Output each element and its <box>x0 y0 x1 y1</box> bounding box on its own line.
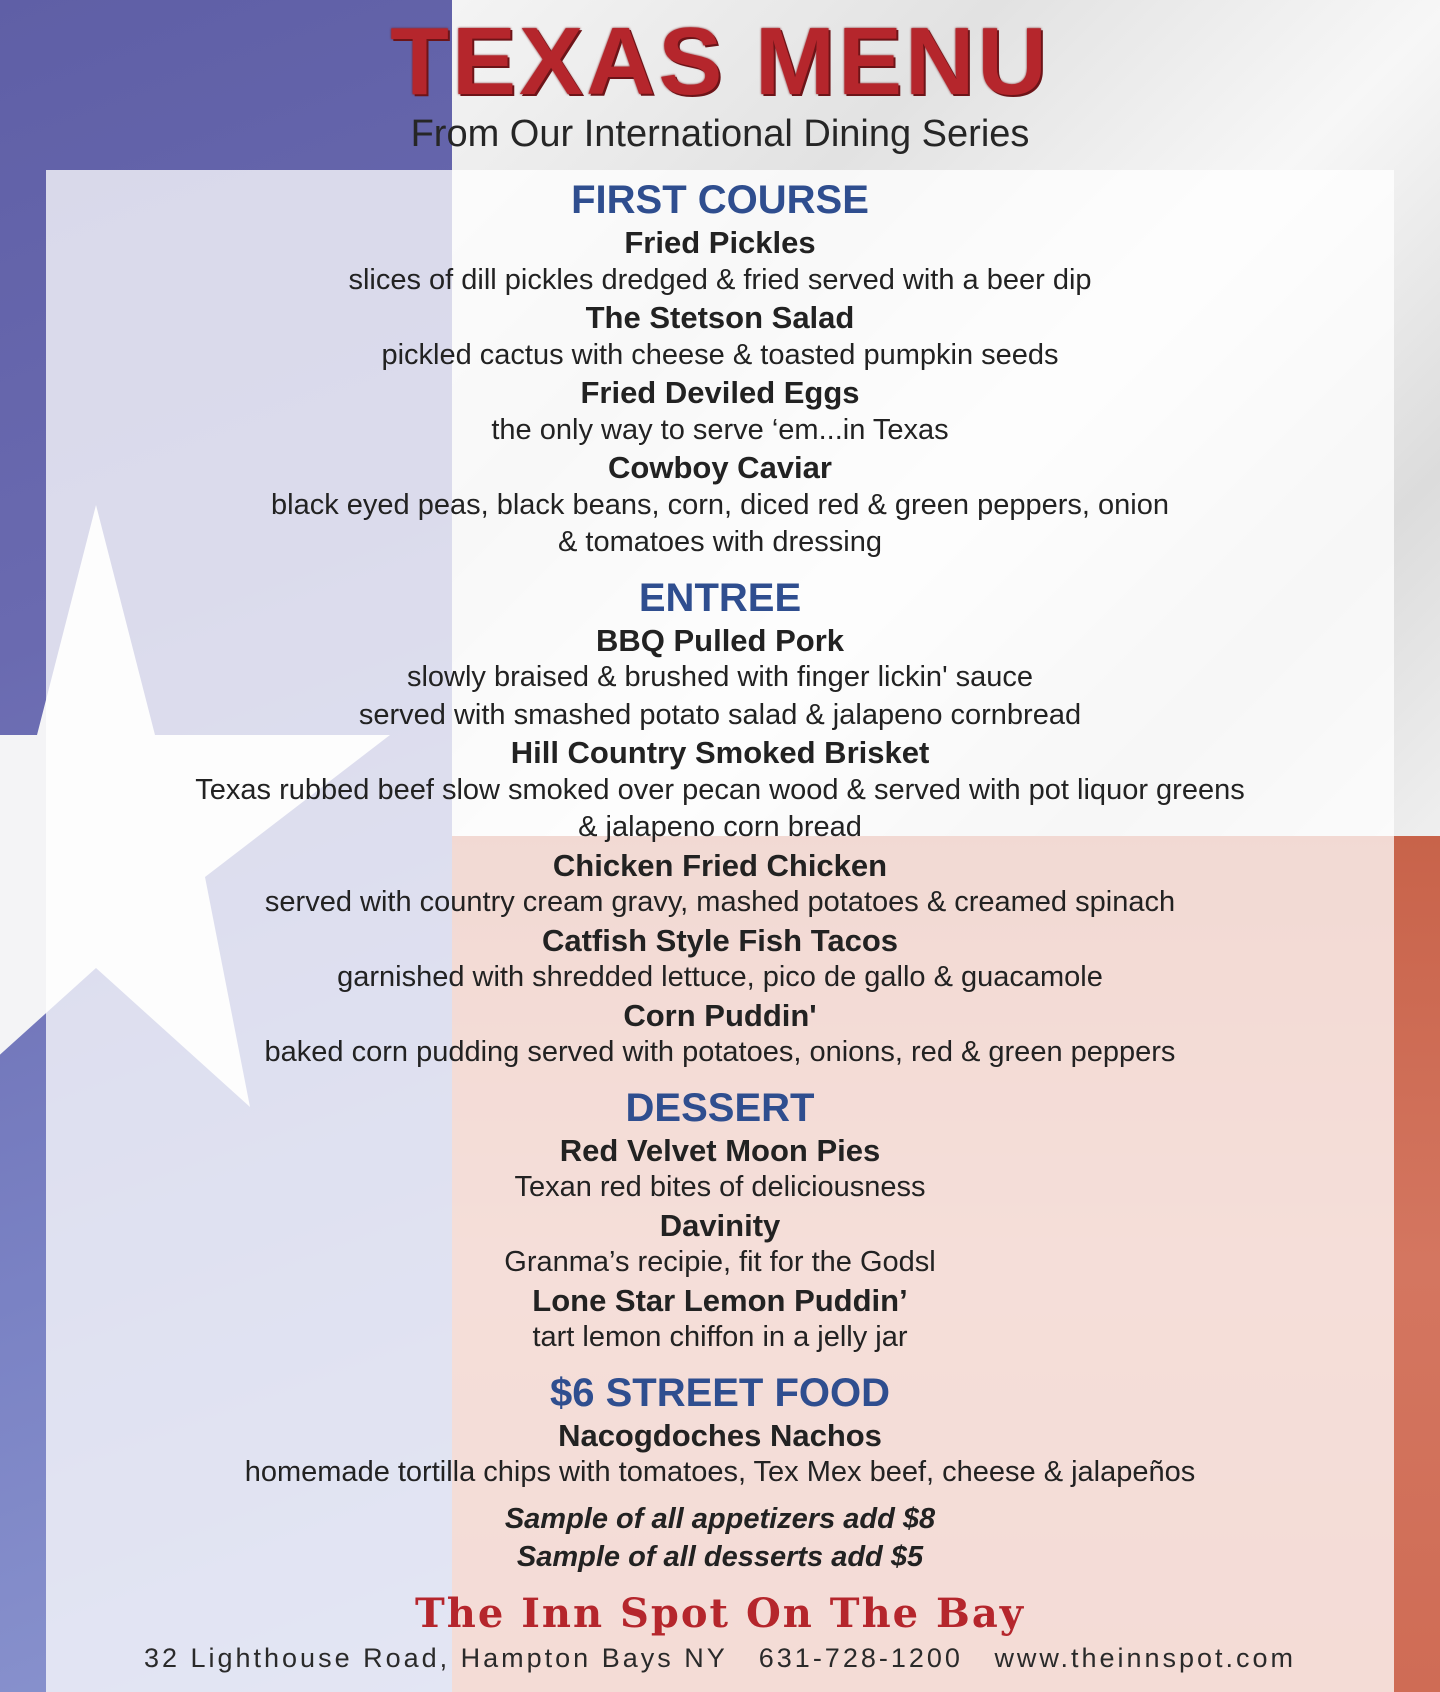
item-description: & tomatoes with dressing <box>558 526 882 558</box>
appetizer-sample-note: Sample of all appetizers add $8 <box>504 1502 936 1535</box>
item-name: Red Velvet Moon Pies <box>559 1132 881 1168</box>
item-name: Catfish Style Fish Tacos <box>541 922 898 958</box>
menu-title: TEXAS MENU <box>390 8 1050 115</box>
item-name: Cowboy Caviar <box>608 450 832 485</box>
item-description: black eyed peas, black beans, corn, diced red & green peppers, onion <box>271 488 1169 521</box>
item-description: Texan red bites of deliciousness <box>514 1171 926 1203</box>
item-name: The Stetson Salad <box>585 300 855 335</box>
item-description: Texas rubbed beef slow smoked over pecan wood & served with pot liquor greens <box>195 773 1245 806</box>
menu-section <box>0 1369 1440 1492</box>
item-name: Davinity <box>659 1207 781 1243</box>
item-description: served with country cream gravy, mashed potatoes & creamed spinach <box>264 886 1176 918</box>
item-description: baked corn pudding served with potatoes, onions, red & green peppers <box>264 1036 1176 1068</box>
item-name: Corn Puddin' <box>623 997 817 1033</box>
phone-number: 631-728-1200 <box>758 1642 963 1673</box>
item-description: tart lemon chiffon in a jelly jar <box>532 1321 908 1353</box>
dessert-sample-note: Sample of all desserts add $5 <box>516 1540 924 1573</box>
item-name: Lone Star Lemon Puddin’ <box>532 1282 908 1318</box>
item-description: pickled cactus with cheese & toasted pumpkin seeds <box>381 338 1059 371</box>
item-name: BBQ Pulled Pork <box>595 622 845 658</box>
item-description: the only way to serve ‘em...in Texas <box>491 413 949 446</box>
item-description: garnished with shredded lettuce, pico de gallo & guacamole <box>337 961 1103 993</box>
website-link: www.theinnspot.com <box>994 1642 1297 1673</box>
item-description: homemade tortilla chips with tomatoes, Tex Mex beef, cheese & jalapeños <box>244 1456 1196 1488</box>
item-description: & jalapeno corn bread <box>578 811 862 843</box>
item-name: Nacogdoches Nachos <box>558 1417 882 1453</box>
section-title: DESSERT <box>625 1085 815 1130</box>
restaurant-name: The Inn Spot On The Bay <box>414 1589 1025 1637</box>
item-description: slices of dill pickles dredged & fried served with a beer dip <box>348 263 1092 296</box>
menu-body <box>0 176 1440 1678</box>
item-name: Fried Pickles <box>624 225 816 260</box>
menu-subtitle: From Our International Dining Series <box>410 113 1030 155</box>
contact-line <box>0 1638 1440 1678</box>
section-title: FIRST COURSE <box>571 178 869 222</box>
menu-section <box>0 1084 1440 1357</box>
section-title: $6 STREET FOOD <box>549 1370 891 1415</box>
menu-section <box>0 176 1440 562</box>
section-title: ENTREE <box>638 575 802 620</box>
item-name: Fried Deviled Eggs <box>580 375 860 410</box>
item-description: served with smashed potato salad & jalapeno cornbread <box>358 698 1082 731</box>
menu-section <box>0 574 1440 1072</box>
sample-notes <box>0 1500 1440 1576</box>
item-description: slowly braised & brushed with finger lickin' sauce <box>406 661 1034 693</box>
address: 32 Lighthouse Road, Hampton Bays NY <box>143 1642 728 1673</box>
item-name: Hill Country Smoked Brisket <box>510 735 930 770</box>
item-description: Granma’s recipie, fit for the Godsl <box>504 1246 936 1278</box>
item-name: Chicken Fried Chicken <box>552 847 888 883</box>
